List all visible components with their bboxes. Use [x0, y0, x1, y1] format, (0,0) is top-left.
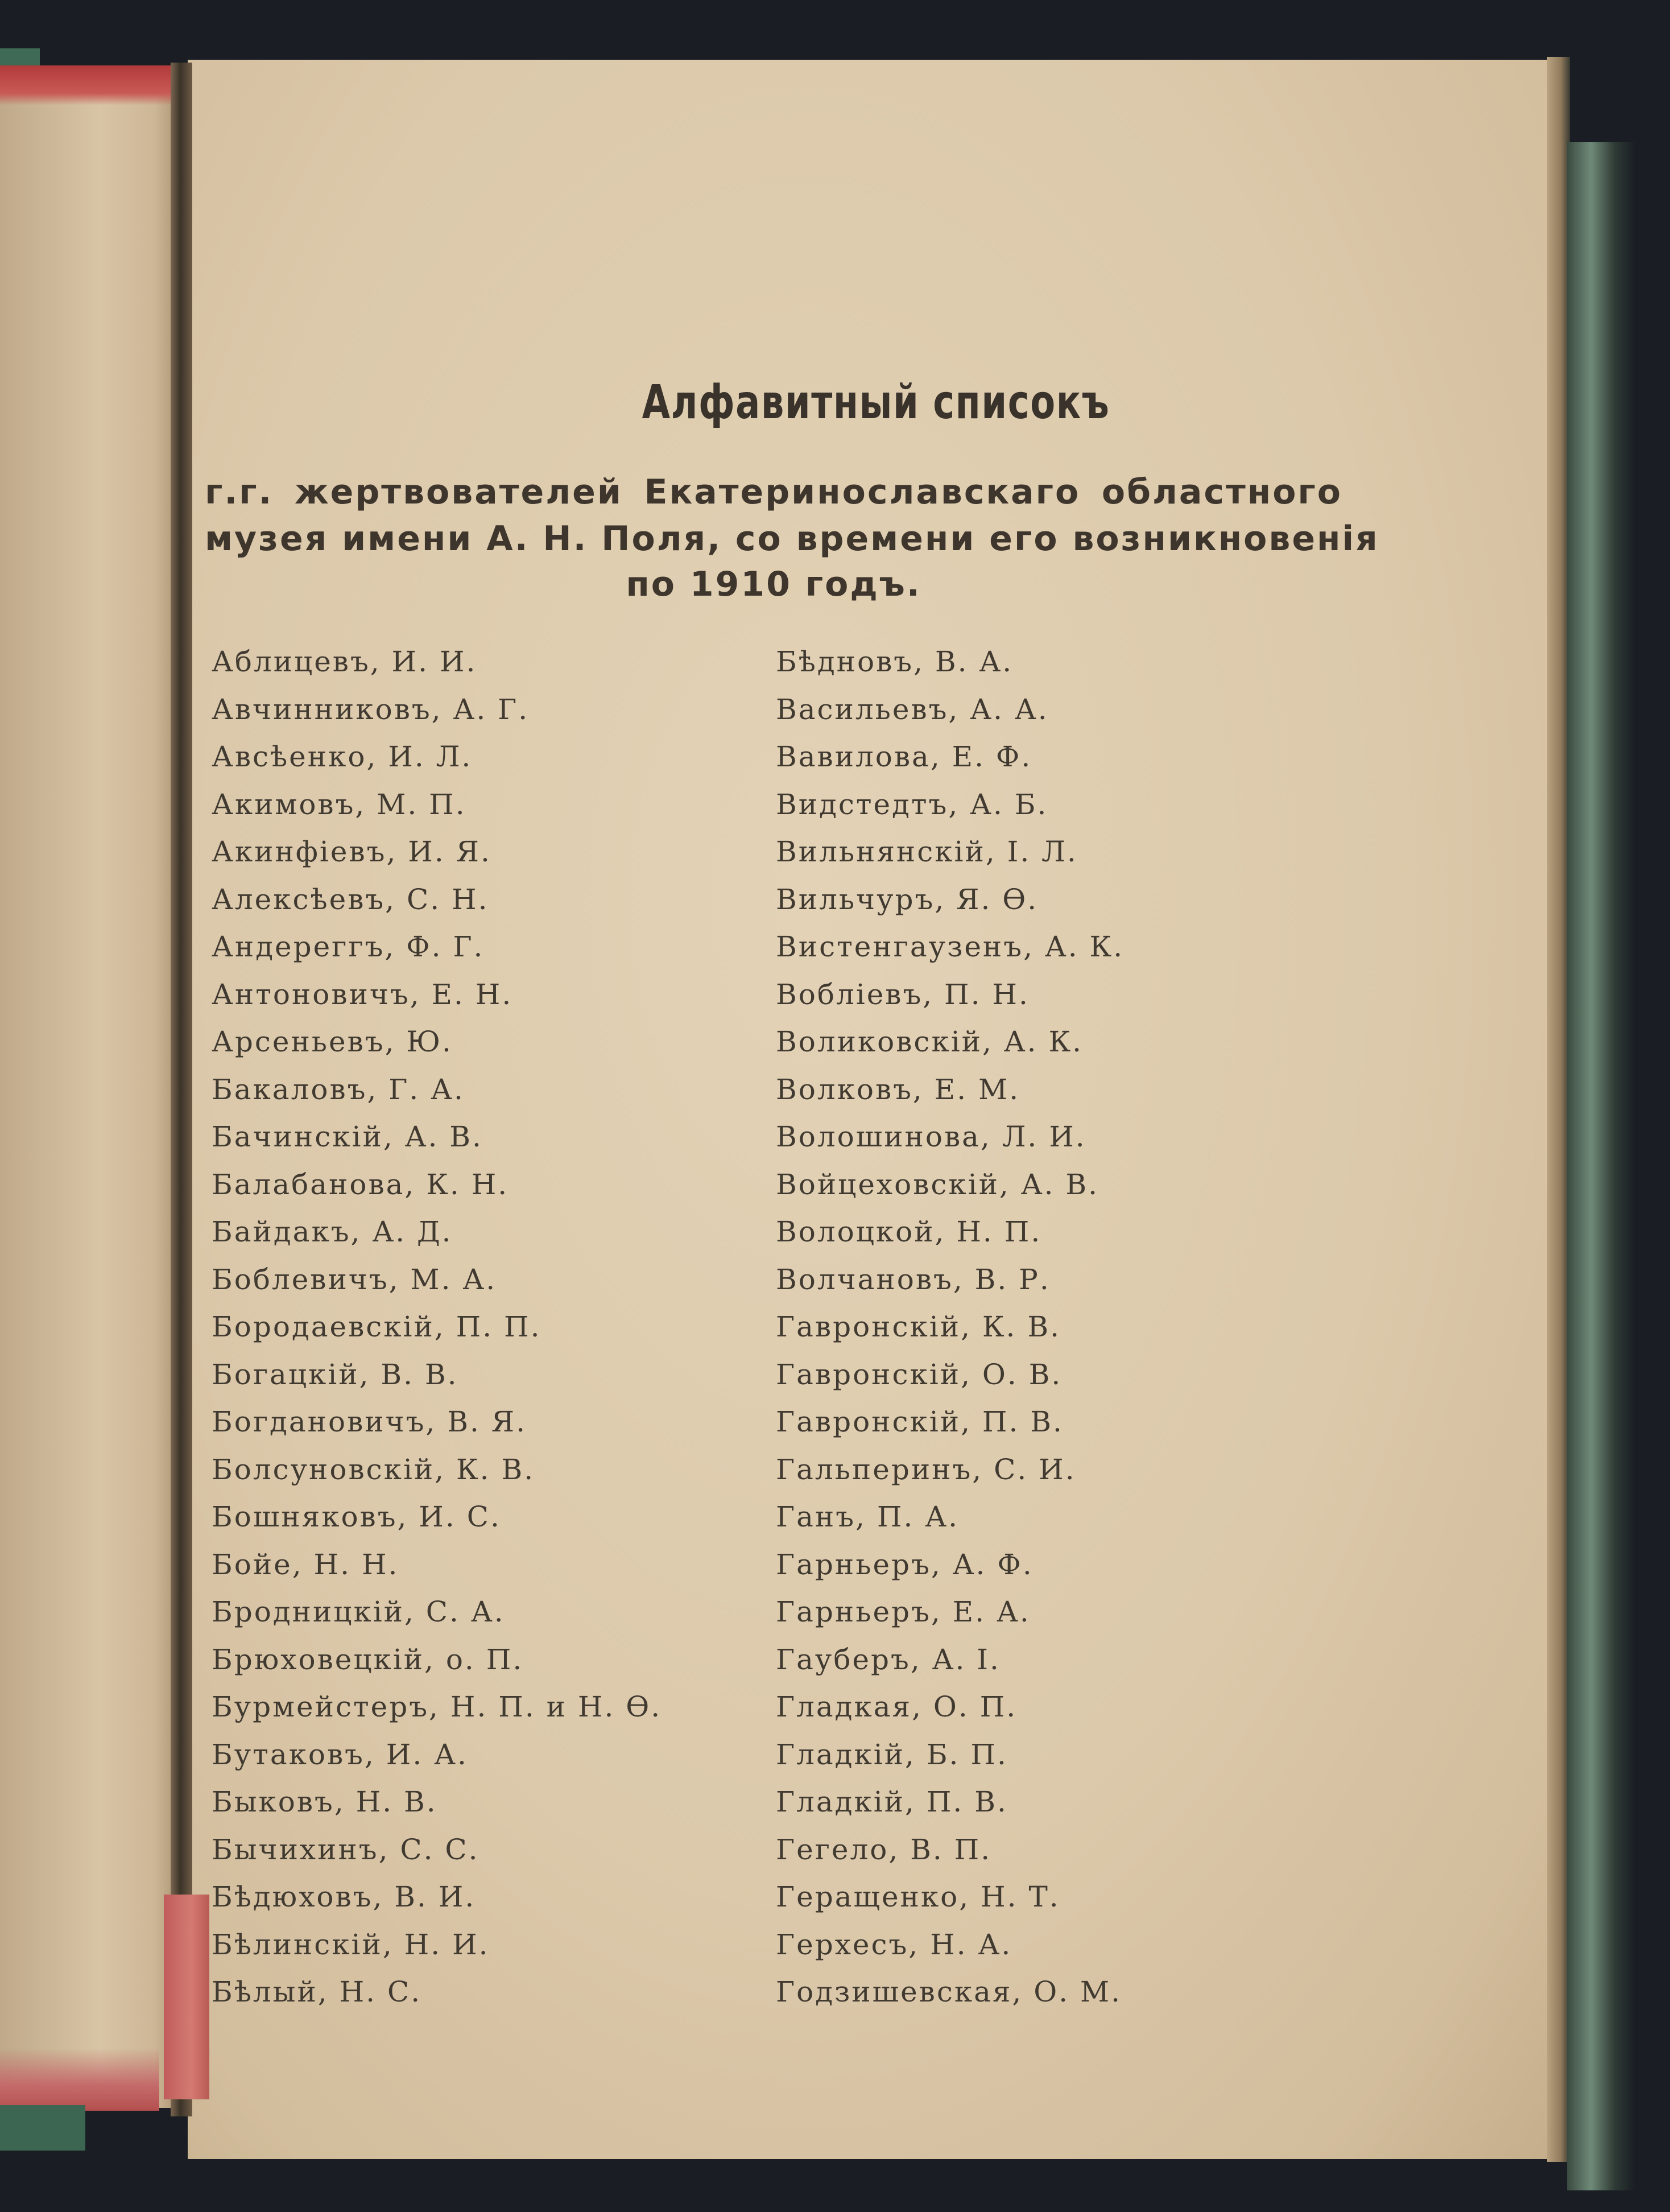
donor-entry: Бѣлый, Н. С. [212, 1975, 422, 2008]
page-edge-right [1547, 57, 1570, 2162]
donor-entry: Войцеховскій, А. В. [776, 1167, 1099, 1201]
donor-entry: Акимовъ, М. П. [212, 787, 466, 821]
red-page-edge [0, 65, 171, 105]
donor-entry: Вавилова, Е. Ф. [776, 740, 1032, 773]
donor-entry: Брюховецкій, о. П. [212, 1643, 524, 1676]
donor-entry: Байдакъ, А. Д. [212, 1215, 453, 1248]
donor-entry: Гегело, В. П. [776, 1833, 992, 1866]
donor-entry: Богдановичъ, В. Я. [212, 1405, 527, 1438]
donor-entry: Бачинскій, А. В. [212, 1120, 483, 1153]
donor-entry: Геращенко, Н. Т. [776, 1880, 1060, 1913]
donor-entry: Волковъ, Е. М. [776, 1072, 1020, 1106]
donor-entry: Волоцкой, Н. П. [776, 1215, 1042, 1248]
bookmark-strip [164, 1895, 209, 2099]
donor-entry: Гарньеръ, Е. А. [776, 1595, 1031, 1628]
donor-entry: Балабанова, К. Н. [212, 1167, 509, 1201]
donor-entry: Бойе, Н. Н. [212, 1547, 399, 1581]
donor-entry: Видстедтъ, А. Б. [776, 787, 1048, 821]
donor-entry: Аблицевъ, И. И. [212, 645, 477, 678]
donor-entry: Воликовскій, А. К. [776, 1025, 1084, 1058]
donor-entry: Бурмейстеръ, Н. П. и Н. Ѳ. [212, 1690, 662, 1723]
donor-entry: Волошинова, Л. И. [776, 1120, 1086, 1153]
donor-entry: Бѣдюховъ, В. И. [212, 1880, 476, 1913]
donor-entry: Быковъ, Н. В. [212, 1785, 437, 1818]
donor-entry: Гладкая, О. П. [776, 1690, 1018, 1723]
donor-entry: Бакаловъ, Г. А. [212, 1072, 465, 1106]
donor-entry: Бычихинъ, С. С. [212, 1833, 479, 1866]
donor-entry: Гауберъ, А. І. [776, 1643, 1001, 1676]
donor-entry: Вильнянскій, І. Л. [776, 835, 1078, 868]
donor-list-left [212, 638, 662, 2016]
donor-entry: Васильевъ, А. А. [776, 692, 1049, 726]
donor-entry: Боблевичъ, М. А. [212, 1262, 497, 1296]
donor-entry: Бородаевскій, П. П. [212, 1310, 541, 1343]
donor-entry: Вильчуръ, Я. Ѳ. [776, 882, 1039, 916]
donor-entry: Бѣлинскій, Н. И. [212, 1928, 490, 1961]
donor-entry: Гавронскій, К. В. [776, 1310, 1061, 1343]
cover-corner-bottom [0, 2105, 85, 2151]
page-title: Алфавитный списокъ [642, 375, 1110, 430]
previous-page-edge [0, 65, 182, 2108]
subtitle-line: музея имени А. Н. Поля, со времени его возникновенія [205, 519, 1379, 559]
background-corner [1570, 0, 1670, 142]
donor-entry: Вистенгаузенъ, А. К. [776, 930, 1125, 963]
donor-entry: Антоновичъ, Е. Н. [212, 977, 513, 1011]
donor-entry: Герхесъ, Н. А. [776, 1928, 1012, 1961]
book-gutter [171, 63, 192, 2116]
donor-entry: Гальперинъ, С. И. [776, 1452, 1076, 1486]
donor-entry: Авсѣенко, И. Л. [212, 740, 473, 773]
donor-entry: Арсеньевъ, Ю. [212, 1025, 453, 1058]
donor-entry: Бутаковъ, И. А. [212, 1738, 468, 1771]
donor-entry: Бѣдновъ, В. А. [776, 645, 1014, 678]
donor-entry: Волчановъ, В. Р. [776, 1262, 1051, 1296]
donor-entry: Богацкій, В. В. [212, 1357, 458, 1391]
donor-entry: Алексѣевъ, С. Н. [212, 882, 489, 916]
donor-entry: Гавронскій, О. В. [776, 1357, 1063, 1391]
donor-entry: Гладкій, П. В. [776, 1785, 1008, 1818]
donor-entry: Андереггъ, Ф. Г. [212, 930, 485, 963]
red-page-edge-bottom [0, 2048, 159, 2111]
donor-entry: Авчинниковъ, А. Г. [212, 692, 530, 726]
donor-entry: Болсуновскій, К. В. [212, 1452, 535, 1486]
book-cover-edge [1567, 142, 1635, 2190]
donor-entry: Вобліевъ, П. Н. [776, 977, 1030, 1011]
donor-list-right [776, 638, 1124, 2016]
subtitle-line: г.г. жертвователей Екатеринославскаго областного [205, 472, 1342, 512]
donor-entry: Бродницкій, С. А. [212, 1595, 505, 1628]
donor-entry: Ганъ, П. А. [776, 1500, 959, 1533]
subtitle-line: по 1910 годъ. [626, 564, 921, 604]
donor-entry: Бошняковъ, И. С. [212, 1500, 501, 1533]
donor-entry: Гавронскій, П. В. [776, 1405, 1064, 1438]
donor-entry: Гарньеръ, А. Ф. [776, 1547, 1034, 1581]
donor-entry: Акинфіевъ, И. Я. [212, 835, 491, 868]
donor-entry: Годзишевская, О. М. [776, 1975, 1122, 2008]
donor-entry: Гладкій, Б. П. [776, 1738, 1008, 1771]
